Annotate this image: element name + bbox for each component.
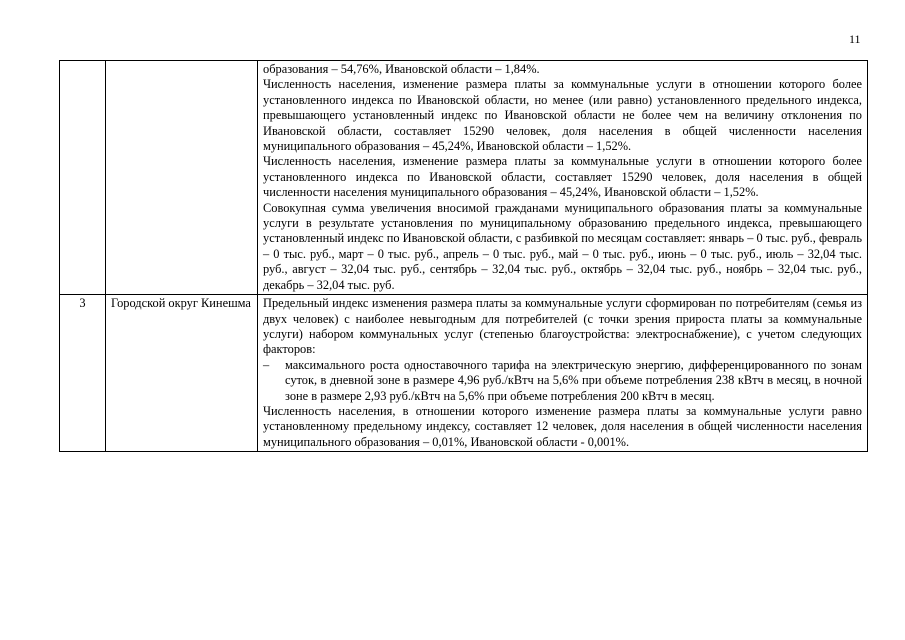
municipality-name-cell — [106, 61, 258, 295]
table-row — [60, 61, 868, 295]
description-cell — [258, 61, 868, 295]
description-cell — [258, 295, 868, 452]
row-number-cell — [60, 61, 106, 295]
paragraph: Численность населения, в отношении которого изменение размера платы за коммунальные услуги равно установленному предельному индексу, составляет 12 человек, доля населения в общей численности населения муниципального образования – 0,01%, Ивановской области - 0,001%. — [263, 403, 862, 449]
bullet-dash: – — [263, 357, 270, 372]
page-number: 11 — [849, 32, 861, 46]
bullet-item — [263, 358, 862, 404]
paragraph: образования – 54,76%, Ивановской области – 1,84%. — [263, 62, 540, 76]
municipal-index-table — [59, 60, 868, 452]
municipality-name-cell: Городской округ Кинешма — [106, 295, 258, 452]
row-number-cell: 3 — [60, 295, 106, 452]
table-row — [60, 295, 868, 452]
paragraph: Предельный индекс изменения размера платы за коммунальные услуги сформирован по потребителям (семья из двух человек) с наиболее невыгодным для потребителей (с точки зрения прироста платы за коммунальные услуги) набором коммунальных услуг (степенью благоустройства: электроснабжение), с учетом следующих факторов: — [263, 296, 862, 357]
paragraph: Совокупная сумма увеличения вносимой гражданами муниципального образования платы за коммунальные услуги в результате установления по муниципальному образованию предельного индекса, превышающего установленный индекс по Ивановской области, с разбивкой по месяцам составляет: январь – 0 тыс. руб., февраль – 0 тыс. руб., март – 0 тыс. руб., апрель – 0 тыс. руб., май – 0 тыс. руб., июнь – 0 тыс. руб., июль – 32,04 тыс. руб., август – 32,04 тыс. руб., сентябрь – 32,04 тыс. руб., октябрь – 32,04 тыс. руб., ноябрь – 32,04 тыс. руб., декабрь – 32,04 тыс. руб. — [263, 200, 862, 292]
paragraph: Численность населения, изменение размера платы за коммунальные услуги в отношении которого более установленного индекса по Ивановской области, но менее (или равно) установленного предельного индекса, превышающего установленный индекс по Ивановской области не более чем на величину отклонения по Ивановской области, составляет 15290 человек, доля населения в общей численности населения муниципального образования – 45,24%, Ивановской области – 1,52%. — [263, 77, 862, 154]
bullet-text: максимального роста одноставочного тарифа на электрическую энергию, дифференцированного по зонам суток, в дневной зоне в размере 4,96 руб./кВтч на 5,6% при объеме потребления 238 кВтч в месяц, в ночной зоне в размере 2,93 руб./кВтч на 5,6% при объеме потребления 200 кВтч в месяц. — [285, 357, 862, 403]
paragraph: Численность населения, изменение размера платы за коммунальные услуги в отношении которого более установленного индекса по Ивановской области, составляет 15290 человек, доля населения в общей численности населения муниципального образования – 45,24%, Ивановской области – 1,52%. — [263, 154, 862, 200]
